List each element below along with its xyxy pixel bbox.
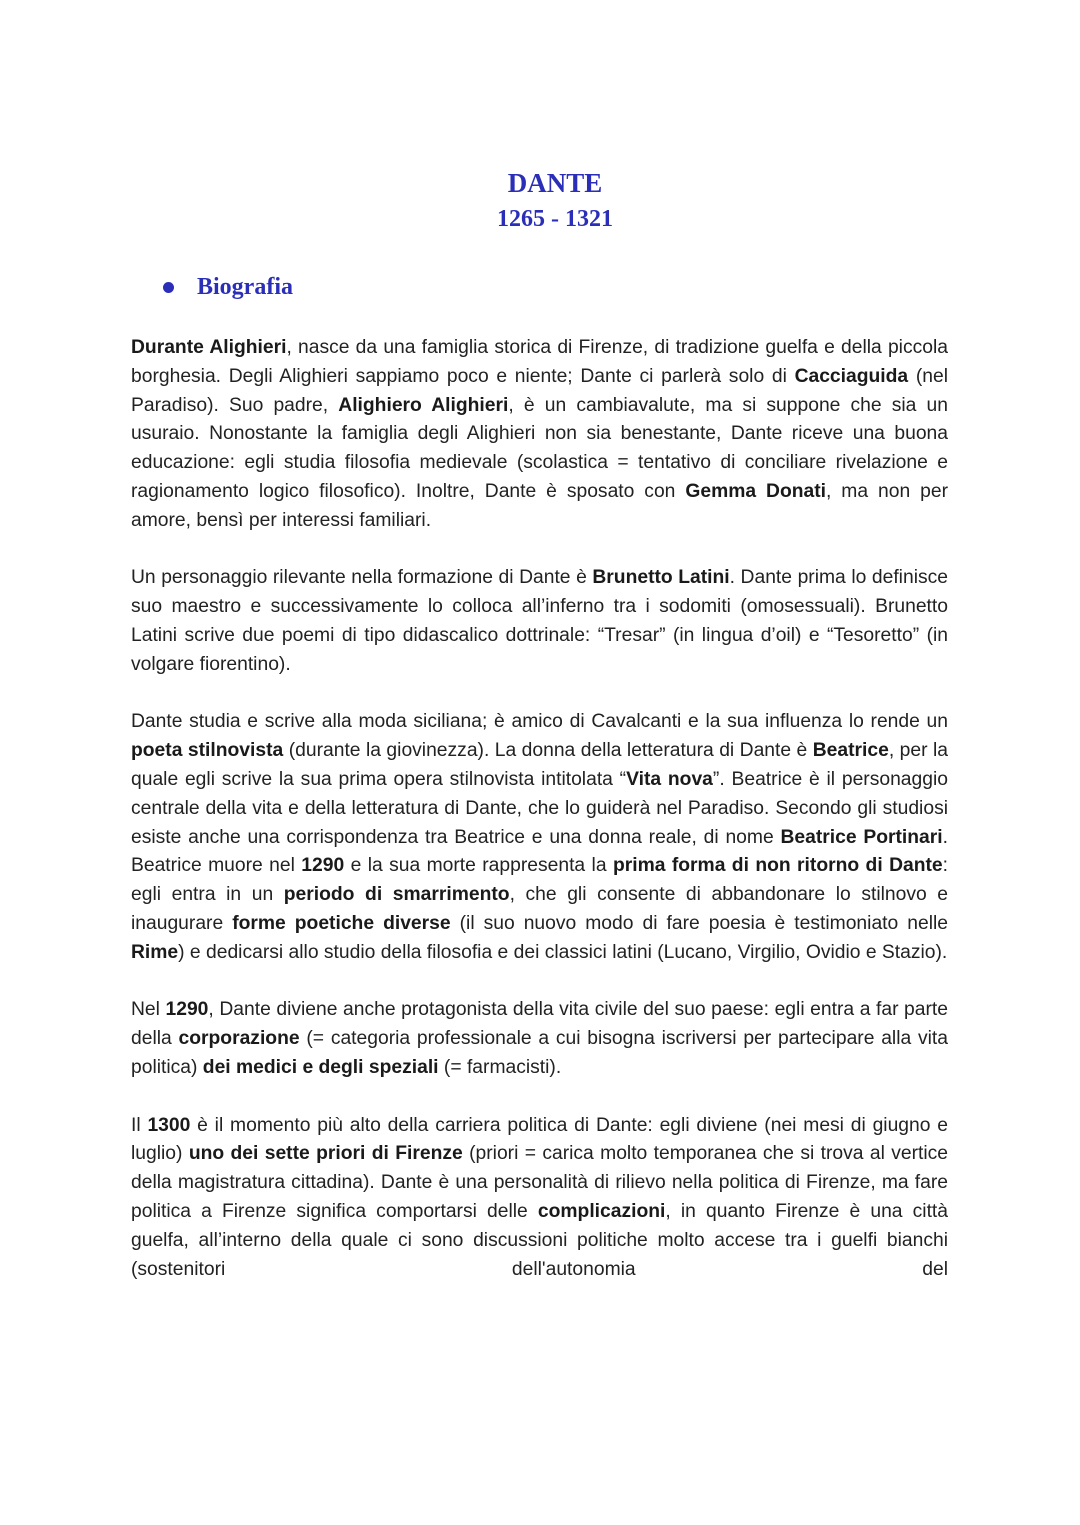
text-run: è il momento più alto della carriera politica di Dante: egli diviene (nei mesi di giugno e luglio) bbox=[131, 1114, 948, 1165]
bold-text: forme poetiche diverse bbox=[232, 912, 451, 934]
text-run: , è un cambiavalute, ma si suppone che sia un usuraio. Nonostante la famiglia degli Alighieri non sia benestante, Dante riceve una buona educazione: egli studia filosofia medievale (scolastica = tentativo di conciliare rivelazione e ragionamento logico filosofico). Inoltre, Dante è sposato con bbox=[131, 394, 948, 502]
bold-text: 1300 bbox=[147, 1114, 191, 1136]
paragraph bbox=[131, 996, 948, 1082]
text-run: (durante la giovinezza). La donna della letteratura di Dante è bbox=[283, 740, 813, 762]
text-run: Il bbox=[131, 1114, 148, 1136]
bold-text: Vita nova bbox=[626, 768, 713, 790]
text-run: ”. Beatrice è il personaggio centrale della vita e della letteratura di Dante, che lo guiderà nel Paradiso. Secondo gli studiosi esiste anche una corrispondenza tra Beatrice e una donna reale, di nome bbox=[131, 768, 948, 848]
bold-text: Rime bbox=[131, 941, 179, 963]
text-run: Un personaggio rilevante nella formazione di Dante è bbox=[131, 567, 593, 589]
bold-text: uno dei sette priori di Firenze bbox=[188, 1143, 463, 1165]
text-run: (priori = carica molto temporanea che si trova al vertice della magistratura cittadina). Dante è una personalità di rilievo nella politica di Firenze, ma fare politica a Firenze significa comportarsi delle bbox=[131, 1143, 949, 1222]
text-run: , Dante diviene anche protagonista della vita civile del suo paese: egli entra a far parte della bbox=[131, 999, 949, 1050]
text-run: : egli entra in un bbox=[131, 855, 949, 906]
bold-text: dei medici e degli speziali bbox=[202, 1056, 439, 1078]
bold-text: poeta stilnovista bbox=[131, 740, 284, 762]
document-years: 1265 - 1321 bbox=[497, 206, 613, 232]
text-run: , ma non per amore, bensì per interessi familiari. bbox=[131, 480, 948, 531]
paragraph bbox=[131, 564, 948, 679]
bold-text: Durante Alighieri bbox=[131, 337, 287, 358]
bold-text: 1290 bbox=[301, 855, 345, 877]
paragraph bbox=[131, 1112, 948, 1285]
text-run: , per la quale egli scrive la sua prima opera stilnovista intitolata “ bbox=[131, 740, 948, 790]
bold-text: periodo di smarrimento bbox=[283, 884, 510, 906]
text-run: , nasce da una famiglia storica di Firenze, di tradizione guelfa e della piccola borghesia. Degli Alighieri sappiamo poco e niente; Dante ci parlerà solo di bbox=[131, 337, 948, 387]
text-run: e la sua morte rappresenta la bbox=[344, 855, 613, 877]
bold-text: 1290 bbox=[165, 999, 209, 1021]
text-run: , in quanto Firenze è una città guelfa, all’interno della quale ci sono discussioni politiche molto accese tra i guelfi bianchi (sostenitori dell'autonomia del bbox=[131, 1200, 949, 1280]
text-run: Dante studia e scrive alla moda siciliana; è amico di Cavalcanti e la sua influenza lo rende un bbox=[131, 711, 948, 733]
bold-text: complicazioni bbox=[537, 1200, 666, 1222]
bold-text: Beatrice bbox=[812, 740, 889, 762]
bold-text: Cacciaguida bbox=[794, 365, 909, 387]
text-run: (= categoria professionale a cui bisogna iscriversi per partecipare alla vita politica) bbox=[131, 1028, 948, 1078]
text-run: ) e dedicarsi allo studio della filosofia e dei classici latini (Lucano, Virgilio, Ovidio e Stazio). bbox=[178, 941, 948, 963]
text-run: . Beatrice muore nel bbox=[131, 826, 948, 877]
document-title: DANTE bbox=[507, 168, 603, 198]
text-run: (= farmacisti). bbox=[438, 1056, 562, 1078]
text-run: , che gli consente di abbandonare lo stilnovo e inaugurare bbox=[131, 884, 949, 934]
bold-text: Brunetto Latini bbox=[592, 567, 730, 589]
text-run: (nel Paradiso). Suo padre, bbox=[131, 365, 948, 416]
bold-text: Gemma Donati bbox=[685, 480, 826, 502]
paragraph bbox=[131, 334, 948, 536]
bold-text: Beatrice Portinari bbox=[780, 826, 943, 848]
paragraph bbox=[131, 708, 948, 967]
bold-text: corporazione bbox=[178, 1028, 300, 1050]
section-heading-label: Biografia bbox=[197, 274, 293, 300]
bullet-icon bbox=[163, 282, 174, 293]
text-run: . Dante prima lo definisce suo maestro e successivamente lo colloca all’inferno tra i sodomiti (omosessuali). Brunetto Latini scrive due poemi di tipo didascalico dottrinale: “Tresar” (in lingua d’oil) e “Tesoretto” (in volgare fiorentino). bbox=[131, 567, 948, 675]
text-run: (il suo nuovo modo di fare poesia è testimoniato nelle bbox=[450, 912, 948, 934]
document-body bbox=[131, 334, 948, 1313]
section-heading bbox=[163, 274, 293, 301]
text-run: Nel bbox=[131, 999, 166, 1021]
bold-text: Alighiero Alighieri bbox=[338, 394, 509, 416]
bold-text: prima forma di non ritorno di Dante bbox=[612, 855, 943, 877]
